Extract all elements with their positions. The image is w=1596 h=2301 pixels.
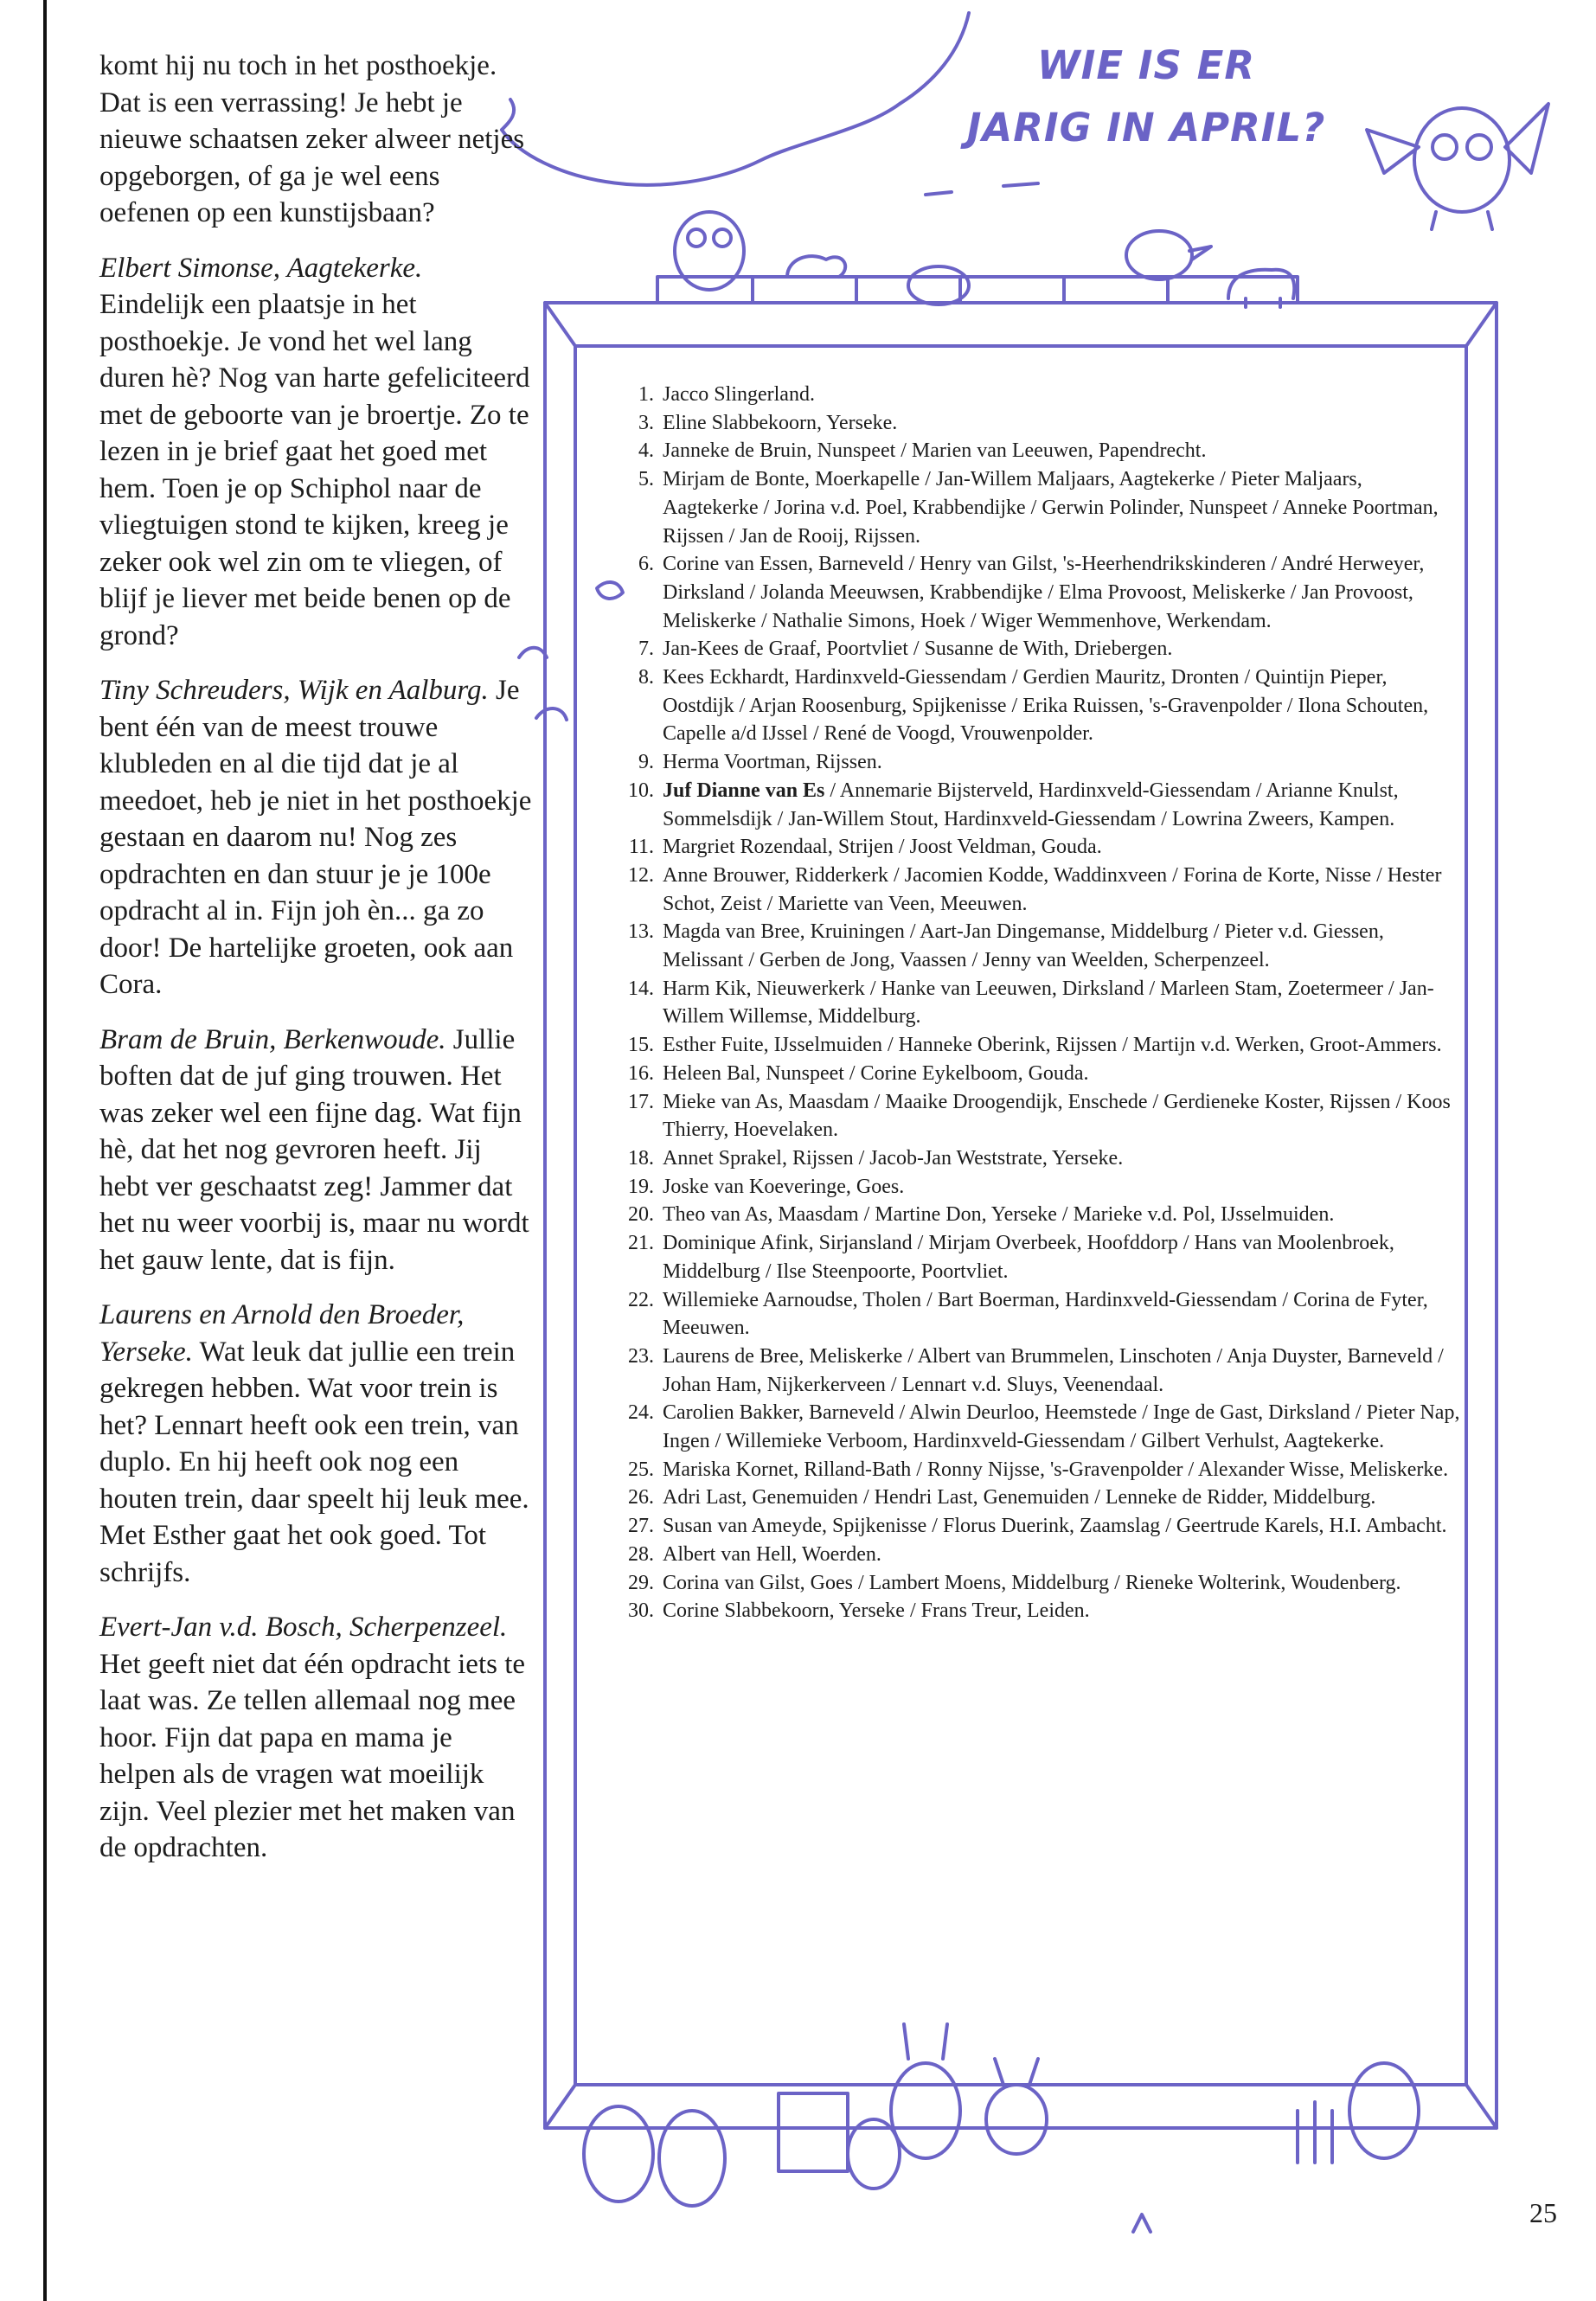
birthday-day: 10. — [628, 779, 654, 802]
letter-body: Wat leuk dat jullie een trein gekregen hebben. Wat voor trein is het? Lennart heeft ook een trein, van duplo. En hij heeft ook nog een houten trein, daar speelt hij leuk mee. Met Esther gaat het ook goed. Tot schrijfs. — [99, 1336, 529, 1588]
birthday-entry — [614, 1541, 1462, 1569]
letter-recipient: Tiny Schreuders, Wijk en Aalburg. — [99, 675, 489, 706]
birthday-names-text: Laurens de Bree, Meliskerke / Albert van Brummelen, Linschoten / Anja Duyster, Barneveld / Johan Ham, Nijkerkerveen / Lennart v.d. Sluys, Veenendaal. — [663, 1344, 1444, 1396]
birthday-names — [663, 748, 1462, 777]
birthday-names-text: Corina van Gilst, Goes / Lambert Moens, Middelburg / Rieneke Wolterink, Woudenberg. — [663, 1571, 1401, 1594]
letter-paragraph — [99, 1022, 532, 1279]
birthday-names-text: Dominique Afink, Sirjansland / Mirjam Overbeek, Hoofddorp / Hans van Moolenbroek, Middelburg / Ilse Steenpoorte, Poortvliet. — [663, 1232, 1394, 1283]
birthday-day: 12. — [628, 863, 654, 887]
birthday-names — [663, 465, 1462, 550]
birthday-day: 22. — [628, 1288, 654, 1311]
birthday-entry — [614, 1484, 1462, 1512]
birthday-names — [663, 1597, 1462, 1625]
birthday-day: 13. — [628, 920, 654, 944]
letter-body: Eindelijk een plaatsje in het posthoekje. Je vond het wel lang duren hè? Nog van harte gefeliciteerd met de geboorte van je broertje. Zo te lezen in je brief gaat het goed met hem. Toen je op Schiphol naar de vliegtuigen stond te kijken, kreeg je zeker ook wel zin om te vliegen, of blijf je liever met beide benen op de grond? — [99, 289, 530, 651]
birthday-entry — [614, 862, 1462, 918]
birthday-entry — [614, 437, 1462, 465]
birthday-names — [663, 1088, 1462, 1144]
birthday-names-text: Esther Fuite, IJsselmuiden / Hanneke Oberink, Rijssen / Martijn v.d. Werken, Groot-Ammers. — [663, 1034, 1442, 1057]
birthday-names — [663, 1343, 1462, 1399]
birthday-names-text: Corine Slabbekoorn, Yerseke / Frans Treur, Leiden. — [663, 1599, 1090, 1623]
birthday-day: 29. — [628, 1571, 654, 1594]
birthday-names — [663, 1484, 1462, 1512]
birthday-names-text: Anne Brouwer, Ridderkerk / Jacomien Kodde, Waddinxveen / Forina de Korte, Nisse / Hester Schot, Zeist / Mariette van Veen, Meeuwen. — [663, 863, 1442, 915]
birthday-entry — [614, 918, 1462, 974]
birthday-day: 27. — [628, 1515, 654, 1538]
birthday-day: 20. — [628, 1203, 654, 1227]
letter-recipient: Laurens en Arnold den Broeder, Yerseke. — [99, 1299, 465, 1368]
birthday-names-text: Kees Eckhardt, Hardinxveld-Giessendam / Gerdien Mauritz, Dronten / Quintijn Pieper, Oostdijk / Arjan Roosenburg, Spijkenisse / Erika Ruissen, 's-Gravenpolder / Ilona Schouten, Capelle a/d IJssel / René de Voogd, Vrouwenpolder. — [663, 666, 1429, 746]
birthday-day: 25. — [628, 1458, 654, 1481]
heading-line-2: JARIG IN APRIL? — [966, 105, 1326, 151]
birthday-entry — [614, 465, 1462, 550]
mushroom-icon — [787, 256, 845, 277]
birthday-list — [614, 381, 1462, 1625]
speech-cloud-icon — [502, 13, 969, 185]
birthday-names — [663, 862, 1462, 918]
birthday-entry — [614, 748, 1462, 777]
birthday-names-text: Heleen Bal, Nunspeet / Corine Eykelboom, Gouda. — [663, 1061, 1089, 1085]
birthday-names-text: Theo van As, Maasdam / Martine Don, Yerseke / Marieke v.d. Pol, IJsselmuiden. — [663, 1203, 1335, 1227]
birthday-entry — [614, 1173, 1462, 1202]
birthday-entry — [614, 1343, 1462, 1399]
letter-body: komt hij nu toch in het posthoekje. Dat is een verrassing! Je hebt je nieuwe schaatsen zeker alweer netjes opgeborgen, of ga je wel eens oefenen op een kunstijsbaan? — [99, 50, 525, 228]
birthday-names-text: Magda van Bree, Kruiningen / Aart-Jan Dingemanse, Middelburg / Pieter v.d. Giessen, Melissant / Gerben de Jong, Vaassen / Jenny van Weelden, Scherpenzeel. — [663, 920, 1384, 972]
birthday-names — [663, 1201, 1462, 1229]
birthday-names-text: Carolien Bakker, Barneveld / Alwin Deurloo, Heemstede / Inge de Gast, Dirksland / Pieter Nap, Ingen / Willemieke Verboom, Hardinxveld-Giessendam / Gilbert Verhulst, Aagtekerke. — [663, 1401, 1460, 1453]
birthday-entry — [614, 777, 1462, 833]
letter-paragraph — [99, 250, 532, 655]
letter-paragraph — [99, 1297, 532, 1591]
birthday-names — [663, 1541, 1462, 1569]
birthday-entry — [614, 663, 1462, 748]
birthday-day: 19. — [628, 1175, 654, 1198]
birthday-entry — [614, 409, 1462, 438]
birthday-day: 15. — [628, 1034, 654, 1057]
birthday-entry — [614, 1597, 1462, 1625]
birthday-names-text: Susan van Ameyde, Spijkenisse / Florus Duerink, Zaamslag / Geertrude Karels, H.I. Ambacht. — [663, 1515, 1447, 1538]
birthday-names-text: Jacco Slingerland. — [663, 383, 815, 406]
birthday-names-text: Mieke van As, Maasdam / Maaike Droogendijk, Enschede / Gerdieneke Koster, Rijssen / Koos Thierry, Hoevelaken. — [663, 1090, 1451, 1142]
birthday-entry — [614, 550, 1462, 635]
birthday-entry — [614, 1286, 1462, 1343]
birthday-entry — [614, 1201, 1462, 1229]
birthday-day: 28. — [628, 1542, 654, 1566]
small-owl-icon — [675, 212, 744, 290]
birthday-names — [663, 1399, 1462, 1455]
birthday-names-text: Margriet Rozendaal, Strijen / Joost Veldman, Gouda. — [663, 836, 1102, 859]
birthday-names — [663, 918, 1462, 974]
birthday-names-text: Adri Last, Genemuiden / Hendri Last, Genemuiden / Lenneke de Ridder, Middelburg. — [663, 1486, 1376, 1509]
birthday-day: 17. — [628, 1090, 654, 1113]
birthday-entry — [614, 1088, 1462, 1144]
birthday-day: 24. — [628, 1401, 654, 1425]
birthday-names — [663, 1286, 1462, 1343]
letter-body: Jullie boften dat de juf ging trouwen. Het was zeker wel een fijne dag. Wat fijn hè, dat het nog gevroren heeft. Jij hebt ver geschaatst zeg! Jammer dat het nu weer voorbij is, maar nu wordt het gauw lente, dat is fijn. — [99, 1023, 529, 1276]
birthday-entry — [614, 1144, 1462, 1173]
birthday-names — [663, 409, 1462, 438]
birthday-entry — [614, 1569, 1462, 1598]
birthday-day: 7. — [638, 638, 654, 661]
letters-column — [99, 48, 532, 1885]
birthday-names-text: Joske van Koeveringe, Goes. — [663, 1175, 905, 1198]
birthday-names — [663, 1456, 1462, 1484]
letter-paragraph — [99, 48, 532, 232]
letter-recipient: Bram de Bruin, Berkenwoude. — [99, 1023, 446, 1055]
birthday-names — [663, 777, 1462, 833]
letter-body: Je bent één van de meest trouwe klubleden en al die tijd dat je al meedoet, heb je niet in het posthoekje gestaan en daarom nu! Nog zes opdrachten en dan stuur je je 100e opdracht al in. Fijn joh èn... ga zo door! De hartelijke groeten, ook aan Cora. — [99, 675, 532, 1000]
owl-icon — [1367, 104, 1548, 229]
letter-paragraph — [99, 672, 532, 1003]
birthday-names-text: Eline Slabbekoorn, Yerseke. — [663, 411, 898, 434]
birthday-day: 23. — [628, 1344, 654, 1368]
birthday-names — [663, 550, 1462, 635]
page-number: 25 — [1529, 2197, 1557, 2228]
birthday-day: 6. — [638, 553, 654, 576]
birthday-day: 16. — [628, 1061, 654, 1085]
birthday-names — [663, 381, 1462, 409]
elephant-icon — [1228, 270, 1294, 307]
birthday-names — [663, 1144, 1462, 1173]
birthday-names — [663, 437, 1462, 465]
birthday-names — [663, 663, 1462, 748]
birthday-names-text: Jan-Kees de Graaf, Poortvliet / Susanne de With, Driebergen. — [663, 638, 1173, 661]
birthday-day: 3. — [638, 411, 654, 434]
birthday-names-text: / Annemarie Bijsterveld, Hardinxveld-Giessendam / Arianne Knulst, Sommelsdijk / Jan-Willem Stout, Hardinxveld-Giessendam / Lowrina Zweers, Kampen. — [663, 779, 1399, 830]
birthday-day: 21. — [628, 1232, 654, 1255]
birthday-names — [663, 975, 1462, 1031]
birthday-names — [663, 1031, 1462, 1060]
heading-line-1: WIE IS ER — [1037, 42, 1255, 88]
birthday-names — [663, 1569, 1462, 1598]
birthday-names-text: Harm Kik, Nieuwerkerk / Hanke van Leeuwen, Dirksland / Marleen Stam, Zoetermeer / Jan-Willem Willemse, Middelburg. — [663, 977, 1434, 1029]
birthday-entry — [614, 381, 1462, 409]
birthday-entry — [614, 1456, 1462, 1484]
birthday-bold-name: Juf Dianne van Es — [663, 779, 825, 802]
birthday-entry — [614, 1512, 1462, 1541]
birthday-entry — [614, 635, 1462, 663]
letter-body: Het geeft niet dat één opdracht iets te laat was. Ze tellen allemaal nog mee hoor. Fijn dat papa en mama je helpen als de vragen wat moeilijk zijn. Veel plezier met het maken van de opdrachten. — [99, 1648, 526, 1863]
birthday-day: 9. — [638, 751, 654, 774]
letter-recipient: Evert-Jan v.d. Bosch, Scherpenzeel. — [99, 1612, 508, 1643]
birthday-names — [663, 635, 1462, 663]
birthday-names-text: Annet Sprakel, Rijssen / Jacob-Jan Weststrate, Yerseke. — [663, 1146, 1124, 1170]
birthday-names-text: Willemieke Aarnoudse, Tholen / Bart Boerman, Hardinxveld-Giessendam / Corina de Fyter, Meeuwen. — [663, 1288, 1428, 1340]
side-bird-icon — [519, 582, 623, 720]
birthday-names — [663, 833, 1462, 862]
birthday-names-text: Albert van Hell, Woerden. — [663, 1542, 881, 1566]
birthday-names — [663, 1512, 1462, 1541]
animals-bottom-icon — [584, 2024, 1419, 2232]
birthday-entry — [614, 975, 1462, 1031]
birthday-names — [663, 1060, 1462, 1088]
letter-recipient: Elbert Simonse, Aagtekerke. — [99, 252, 423, 284]
birthday-day: 30. — [628, 1599, 654, 1623]
birthday-day: 26. — [628, 1486, 654, 1509]
birthday-entry — [614, 1060, 1462, 1088]
birthday-names — [663, 1173, 1462, 1202]
birthday-entry — [614, 833, 1462, 862]
birthday-names-text: Janneke de Bruin, Nunspeet / Marien van Leeuwen, Papendrecht. — [663, 439, 1207, 463]
birthday-day: 1. — [638, 383, 654, 406]
birthday-day: 11. — [628, 836, 654, 859]
letter-paragraph — [99, 1609, 532, 1867]
birthday-names-text: Mirjam de Bonte, Moerkapelle / Jan-Willem Maljaars, Aagtekerke / Pieter Maljaars, Aagtekerke / Jorina v.d. Poel, Krabbendijke / Gerwin Polinder, Nunspeet / Anneke Poortman, Rijssen / Jan de Rooij, Rijssen. — [663, 468, 1439, 548]
birthday-names-text: Corine van Essen, Barneveld / Henry van Gilst, 's-Heerhendrikskinderen / André Herweyer, Dirksland / Jolanda Meeuwsen, Krabbendijke / Elma Provoost, Meliskerke / Jan Provoost, Meliskerke / Nathalie Simons, Hoek / Wiger Wemmenhove, Werkendam. — [663, 553, 1425, 632]
birthday-day: 5. — [638, 468, 654, 491]
birthday-entry — [614, 1229, 1462, 1285]
left-border-rule — [43, 0, 47, 2301]
bird-icon — [908, 231, 1211, 304]
page-heading — [943, 35, 1349, 159]
birthday-entry — [614, 1031, 1462, 1060]
birthday-day: 14. — [628, 977, 654, 1000]
birthday-day: 8. — [638, 666, 654, 689]
birthday-day: 4. — [638, 439, 654, 463]
birthday-entry — [614, 1399, 1462, 1455]
birthday-names — [663, 1229, 1462, 1285]
birthday-names-text: Herma Voortman, Rijssen. — [663, 751, 882, 774]
birthday-day: 18. — [628, 1146, 654, 1170]
birthday-names-text: Mariska Kornet, Rilland-Bath / Ronny Nijsse, 's-Gravenpolder / Alexander Wisse, Meliskerke. — [663, 1458, 1449, 1481]
